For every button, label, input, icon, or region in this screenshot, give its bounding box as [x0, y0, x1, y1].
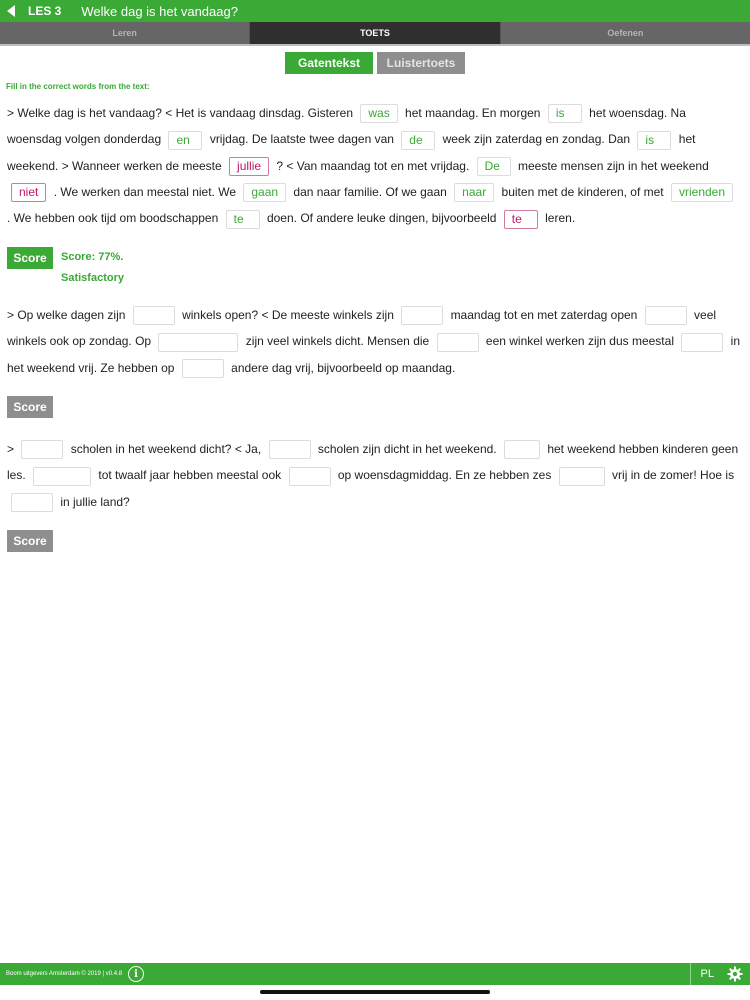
gear-icon[interactable]	[724, 963, 746, 985]
exercise-text-segment: >	[7, 442, 15, 456]
answer-blank-correct[interactable]: gaan	[243, 183, 286, 202]
exercise-text-segment: op woensdagmiddag. En ze hebben zes	[337, 468, 552, 483]
exercise-text-segment: in het weekend vrij. Ze hebben op	[7, 334, 741, 375]
answer-blank-wrong[interactable]: te	[504, 210, 538, 229]
exercise-text-3	[7, 436, 743, 515]
luistertoets-button[interactable]: Luistertoets	[377, 52, 465, 74]
tab-bar	[0, 22, 750, 44]
answer-blank-correct[interactable]: was	[360, 104, 397, 123]
info-icon[interactable]: i	[128, 966, 144, 982]
top-bar	[0, 0, 750, 22]
answer-blank-correct[interactable]: is	[637, 131, 671, 150]
answer-blank-empty[interactable]	[401, 306, 443, 325]
answer-blank-empty[interactable]	[269, 440, 311, 459]
tab-oefenen[interactable]: Oefenen	[501, 22, 750, 44]
score-percent: Score: 77%.	[61, 251, 124, 263]
exercise-text-segment: > Welke dag is het vandaag? < Het is vandaag dinsdag. Gisteren	[7, 106, 354, 120]
answer-blank-empty[interactable]	[559, 467, 605, 486]
exercise-text-segment: andere dag vrij, bijvoorbeeld op maandag.	[231, 360, 456, 375]
language-button[interactable]: PL	[690, 963, 724, 985]
tab-divider	[0, 44, 750, 46]
exercise-text-segment: winkels open? < De meeste winkels zijn	[182, 308, 394, 322]
answer-blank-empty[interactable]	[182, 359, 224, 378]
lesson-label: LES 3	[28, 4, 62, 18]
exercise-text-segment: scholen zijn dicht in het weekend.	[317, 442, 497, 456]
answer-blank-correct[interactable]: de	[401, 131, 435, 150]
answer-blank-empty[interactable]	[133, 306, 175, 325]
exercise-text-segment: ? < Van maandag tot en met vrijdag.	[276, 158, 470, 173]
answer-blank-empty[interactable]	[681, 333, 723, 352]
answer-blank-correct[interactable]: is	[548, 104, 582, 123]
footer-bar	[0, 963, 750, 985]
exercise-text-segment: week zijn zaterdag en zondag. Dan	[442, 132, 631, 147]
exercise-text-segment: tot twaalf jaar hebben meestal ook	[98, 468, 282, 483]
exercise-text-segment: maandag tot en met zaterdag open	[450, 308, 638, 322]
answer-blank-empty[interactable]	[289, 467, 331, 486]
exercise-text-segment: . We hebben ook tijd om boodschappen	[7, 211, 219, 226]
mode-switch	[0, 52, 750, 74]
exercise-text-2	[7, 302, 743, 381]
exercise-text-segment: zijn veel winkels dicht. Mensen die	[245, 334, 430, 349]
gatentekst-button[interactable]: Gatentekst	[285, 52, 373, 74]
copyright-text: Boom uitgevers Amsterdam © 2019 | v0.4.8	[6, 971, 123, 977]
exercise-text-segment: het weekend hebben kinderen geen les.	[7, 442, 739, 483]
answer-blank-empty[interactable]	[645, 306, 687, 325]
answer-blank-wrong[interactable]: jullie	[229, 157, 269, 176]
footer-right	[690, 963, 750, 985]
exercise-text-segment: dan naar familie. Of we gaan	[293, 184, 447, 199]
exercise-text-segment: veel winkels ook op zondag. Op	[7, 308, 717, 349]
score-row-2	[7, 396, 53, 418]
tab-leren[interactable]: Leren	[0, 22, 250, 44]
answer-blank-empty[interactable]	[11, 493, 53, 512]
exercise-text-segment: in jullie land?	[60, 494, 130, 509]
exercise-text-segment: meeste mensen zijn in het weekend	[517, 158, 709, 173]
score-rating: Satisfactory	[61, 272, 124, 284]
exercise-text-segment: doen. Of andere leuke dingen, bijvoorbeeld	[266, 211, 497, 226]
score-button-1[interactable]: Score	[7, 247, 53, 269]
score-button-3[interactable]: Score	[7, 530, 53, 552]
answer-blank-correct[interactable]: en	[168, 131, 202, 150]
answer-blank-empty[interactable]	[437, 333, 479, 352]
exercise-text-segment: het woensdag. Na woensdag volgen donderdag	[7, 106, 686, 147]
exercise-text-1	[7, 100, 743, 231]
answer-blank-empty[interactable]	[33, 467, 91, 486]
answer-blank-correct[interactable]: te	[226, 210, 260, 229]
score-row-1	[7, 247, 124, 289]
score-button-2[interactable]: Score	[7, 396, 53, 418]
answer-blank-empty[interactable]	[504, 440, 540, 459]
exercise-text-segment: het maandag. En morgen	[405, 106, 541, 120]
answer-blank-wrong[interactable]: niet	[11, 183, 46, 202]
exercise-text-segment: het weekend. > Wanneer werken de meeste	[7, 132, 696, 173]
answer-blank-correct[interactable]: De	[477, 157, 511, 176]
exercise-text-segment: vrij in de zomer! Hoe is	[612, 468, 735, 483]
instruction-text: Fill in the correct words from the text:	[6, 82, 150, 91]
home-indicator	[260, 990, 490, 994]
exercise-text-segment: > Op welke dagen zijn	[7, 308, 126, 322]
answer-blank-empty[interactable]	[158, 333, 238, 352]
answer-blank-correct[interactable]: naar	[454, 183, 494, 202]
back-arrow-icon[interactable]	[0, 0, 22, 22]
exercise-text-segment: leren.	[545, 211, 576, 226]
tab-toets[interactable]: TOETS	[250, 22, 500, 44]
exercise-text-segment: . We werken dan meestal niet. We	[53, 184, 237, 199]
answer-blank-empty[interactable]	[21, 440, 63, 459]
lesson-title: Welke dag is het vandaag?	[81, 3, 238, 19]
score-result	[61, 247, 124, 289]
exercise-text-segment: vrijdag. De laatste twee dagen van	[209, 132, 394, 147]
exercise-text-segment: buiten met de kinderen, of met	[501, 184, 664, 199]
exercise-text-segment: scholen in het weekend dicht? < Ja,	[70, 442, 262, 456]
exercise-text-segment: een winkel werken zijn dus meestal	[485, 334, 674, 349]
answer-blank-correct[interactable]: vrienden	[671, 183, 733, 202]
score-row-3	[7, 530, 53, 552]
